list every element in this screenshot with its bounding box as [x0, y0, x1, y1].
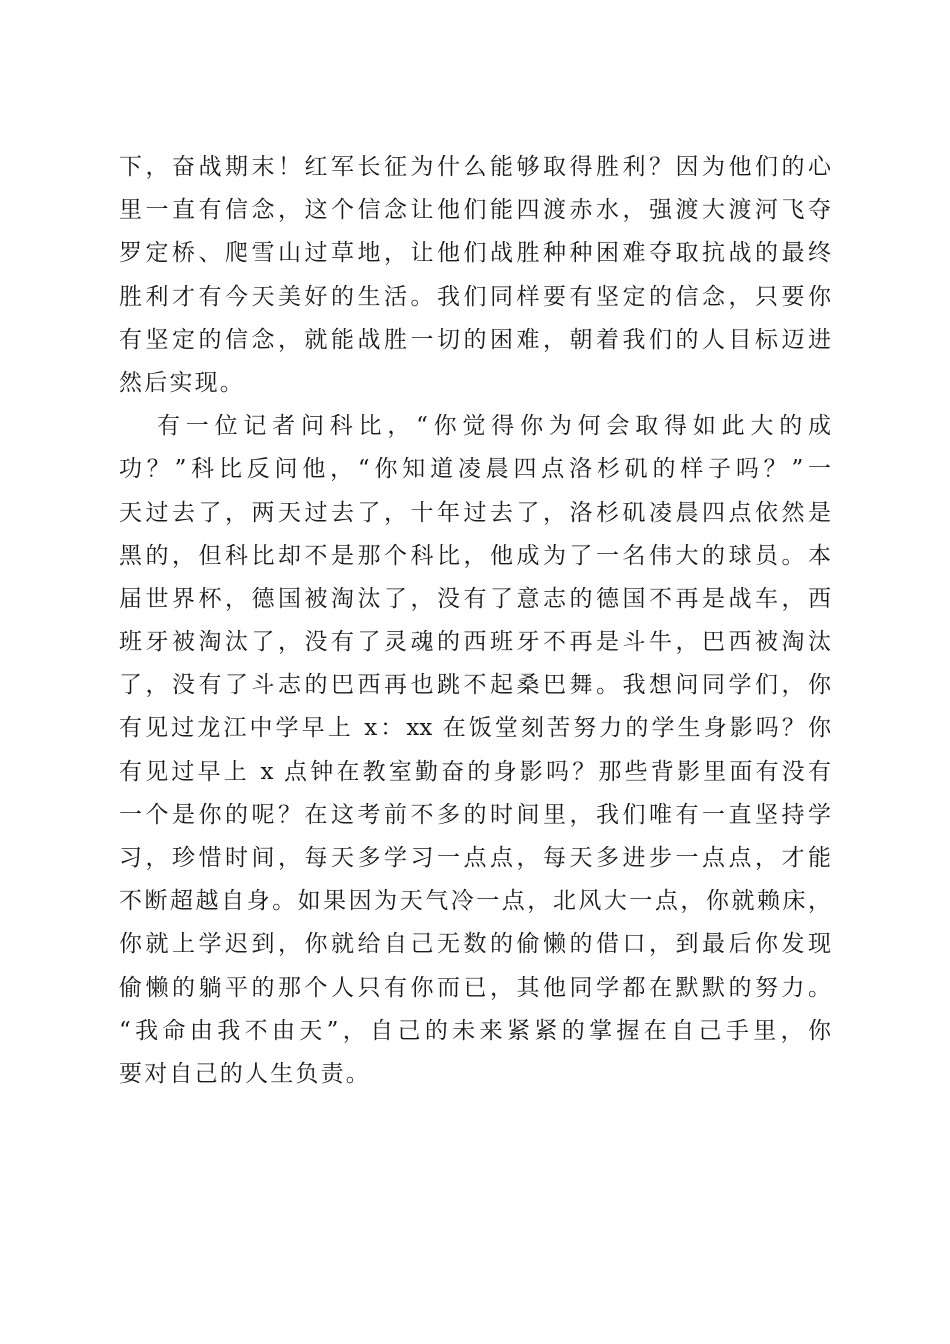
text-line: 你就上学迟到，你就给自己无数的偷懒的借口，到最后你发现	[119, 931, 831, 958]
text-line: 功？”科比反问他，“你知道凌晨四点洛杉矶的样子吗？”一	[119, 456, 831, 483]
text-line: 习，珍惜时间，每天多学习一点点，每天多进步一点点，才能	[119, 845, 831, 871]
text-line: 届世界杯，德国被淘汰了，没有了意志的德国不再是战车，西	[119, 585, 831, 612]
paragraph-1	[119, 146, 831, 405]
text-line: 偷懒的躺平的那个人只有你而已，其他同学都在默默的努力。	[119, 974, 831, 1001]
text-line: 了，没有了斗志的巴西再也跳不起桑巴舞。我想问同学们，你	[119, 672, 831, 699]
text-line: 有见过早上 x 点钟在教室勤奋的身影吗？那些背影里面有没有	[119, 758, 831, 785]
text-line: “我命由我不由天”，自己的未来紧紧的掌握在自己手里，你	[119, 1017, 831, 1044]
text-line: 班牙被淘汰了，没有了灵魂的西班牙不再是斗牛，巴西被淘汰	[119, 629, 831, 656]
text-line: 胜利才有今天美好的生活。我们同样要有坚定的信念，只要你	[119, 283, 831, 310]
text-line: 有坚定的信念，就能战胜一切的困难，朝着我们的人目标迈进	[119, 326, 831, 353]
paragraph-2	[119, 405, 831, 1096]
text-line: 下，奋战期末！红军长征为什么能够取得胜利？因为他们的心	[119, 154, 831, 180]
text-line: 然后实现。	[119, 369, 245, 396]
text-line: 一个是你的呢？在这考前不多的时间里，我们唯有一直坚持学	[119, 801, 831, 828]
text-line: 不断超越自身。如果因为天气冷一点，北风大一点，你就赖床，	[119, 888, 831, 915]
text-line: 黑的，但科比却不是那个科比，他成为了一名伟大的球员。本	[119, 542, 831, 569]
text-line: 天过去了，两天过去了，十年过去了，洛杉矶凌晨四点依然是	[119, 499, 831, 526]
document-body	[119, 146, 831, 1096]
text-line: 罗定桥、爬雪山过草地，让他们战胜种种困难夺取抗战的最终	[119, 240, 831, 267]
text-line: 里一直有信念，这个信念让他们能四渡赤水，强渡大渡河飞夺	[119, 197, 831, 224]
text-line: 要对自己的人生负责。	[119, 1060, 371, 1087]
text-line: 有一位记者问科比，“你觉得你为何会取得如此大的成	[157, 413, 831, 440]
text-line: 有见过龙江中学早上 x：xx 在饭堂刻苦努力的学生身影吗？你	[119, 715, 831, 742]
